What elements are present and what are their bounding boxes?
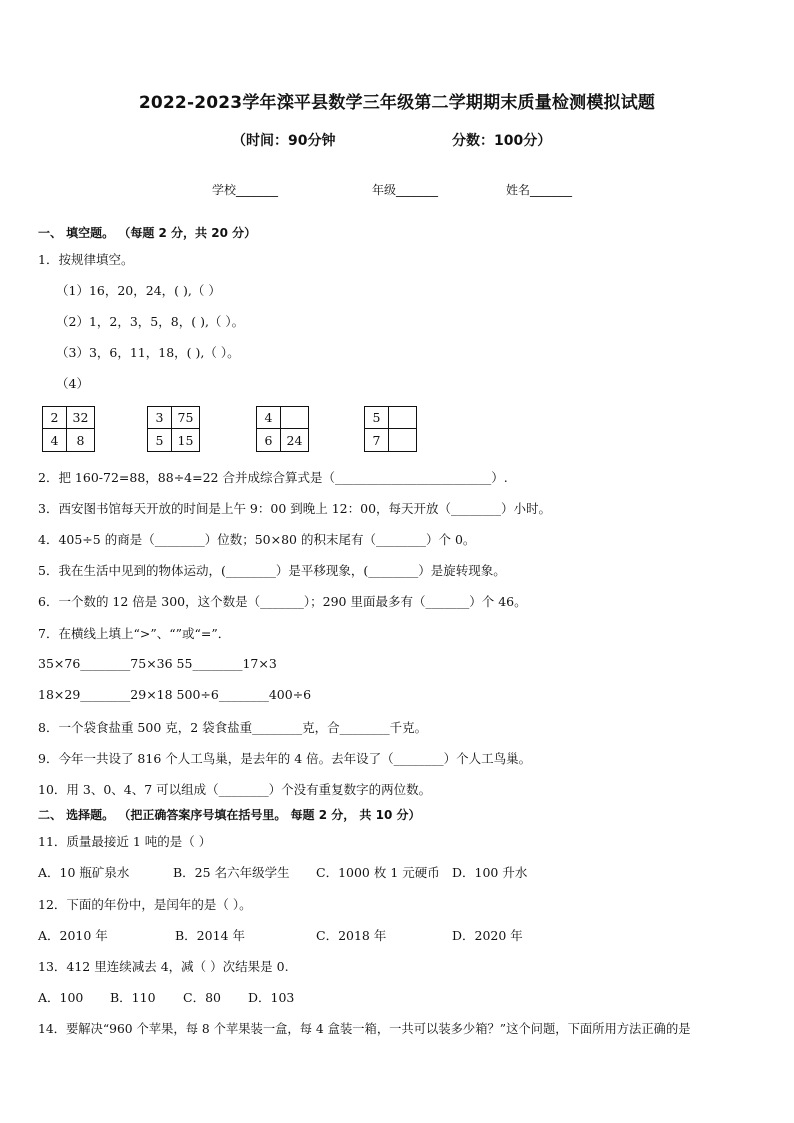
number-grid-4 — [364, 406, 417, 452]
question-12-option-b: B．2014 年 — [175, 928, 245, 943]
question-12-option-d: D．2020 年 — [452, 928, 523, 943]
grade-field: 年级_______ — [372, 183, 439, 197]
question-1-part-2: （2）1，2，3，5，8，( ),（ ）。 — [56, 314, 245, 329]
score-label: 分数：100分） — [452, 133, 552, 149]
question-11-option-b: B．25 名六年级学生 — [173, 865, 290, 880]
question-13-option-a: A．100 — [38, 990, 84, 1005]
grid-cell — [389, 407, 416, 429]
grid-cell — [281, 407, 308, 429]
question-8: 8．一个袋食盐重 500 克，2 袋食盐重________克，合________千克。 — [38, 720, 428, 735]
number-grid-3 — [256, 406, 309, 452]
number-grid-1 — [42, 406, 95, 452]
grid-cell: 8 — [76, 432, 85, 448]
grid-cell: 7 — [365, 429, 389, 451]
section-1-heading: 一、 填空题。 （每题 2 分，共 20 分） — [38, 226, 257, 240]
question-11-option-c: C．1000 枚 1 元硬币 — [316, 865, 440, 880]
grid-cell: 6 — [257, 429, 281, 451]
grid-cell: 4 — [43, 429, 67, 451]
grid-cell: 32 — [67, 407, 94, 429]
question-5: 5．我在生活中见到的物体运动，(________）是平移现象，(________）是旋转现象。 — [38, 563, 506, 578]
question-2: 2．把 160-72=88，88÷4=22 合并成综合算式是（_________________________）. — [38, 470, 508, 485]
question-1-part-1: （1）16，20，24，( ),（ ） — [56, 283, 221, 298]
question-3: 3．西安图书馆每天开放的时间是上午 9：00 到晚上 12：00，每天开放（________）小时。 — [38, 501, 552, 516]
grid-cell: 15 — [177, 432, 194, 448]
grid-cell: 4 — [257, 407, 281, 429]
number-grid-2 — [147, 406, 200, 452]
section-2-heading: 二、 选择题。 （把正确答案序号填在括号里。 每题 2 分， 共 10 分） — [38, 808, 421, 822]
school-field: 学校_______ — [212, 183, 279, 197]
question-13-option-d: D．103 — [248, 990, 295, 1005]
question-11-option-d: D．100 升水 — [452, 865, 528, 880]
question-11: 11．质量最接近 1 吨的是（ ） — [38, 834, 212, 849]
grid-cell: 24 — [286, 432, 303, 448]
question-6: 6．一个数的 12 倍是 300，这个数是（_______）；290 里面最多有（_______）个 46。 — [38, 594, 527, 609]
question-10: 10．用 3、0、4、7 可以组成（________）个没有重复数字的两位数。 — [38, 782, 432, 797]
question-13-option-c: C．80 — [183, 990, 221, 1005]
question-4: 4．405÷5 的商是（________）位数；50×80 的积末尾有（________）个 0。 — [38, 532, 476, 547]
time-label: （时间：90分钟 — [232, 133, 336, 149]
question-12-option-a: A．2010 年 — [38, 928, 108, 943]
question-1: 1．按规律填空。 — [38, 252, 134, 267]
question-12-option-c: C．2018 年 — [316, 928, 387, 943]
question-7: 7．在横线上填上“>”、“”或“=”． — [38, 626, 231, 641]
question-12: 12．下面的年份中，是闰年的是（ ）。 — [38, 897, 252, 912]
question-13-option-b: B．110 — [110, 990, 156, 1005]
question-1-part-4: （4） — [56, 376, 89, 391]
name-field: 姓名_______ — [506, 183, 573, 197]
question-7-row-2: 18×29________29×18 500÷6________400÷6 — [38, 687, 312, 702]
question-13: 13．412 里连续减去 4，减（ ）次结果是 0. — [38, 959, 289, 974]
exam-title: 2022-2023学年滦平县数学三年级第二学期期末质量检测模拟试题 — [138, 93, 656, 113]
grid-cell: 5 — [148, 429, 172, 451]
grid-cell: 5 — [365, 407, 389, 429]
question-11-option-a: A．10 瓶矿泉水 — [38, 865, 130, 880]
question-9: 9．今年一共设了 816 个人工鸟巢，是去年的 4 倍。去年设了（________）个人工鸟巢。 — [38, 751, 532, 766]
grid-cell — [389, 429, 416, 451]
grid-cell: 2 — [43, 407, 67, 429]
question-14: 14．要解决“960 个苹果，每 8 个苹果装一盒，每 4 盒装一箱，一共可以装多少箱？”这个问题，下面所用方法正确的是 — [38, 1022, 691, 1036]
question-7-row-1: 35×76________75×36 55________17×3 — [38, 656, 277, 671]
grid-cell: 75 — [172, 407, 199, 429]
question-1-part-3: （3）3，6，11，18，( ),（ ）。 — [56, 345, 240, 360]
grid-cell: 3 — [148, 407, 172, 429]
